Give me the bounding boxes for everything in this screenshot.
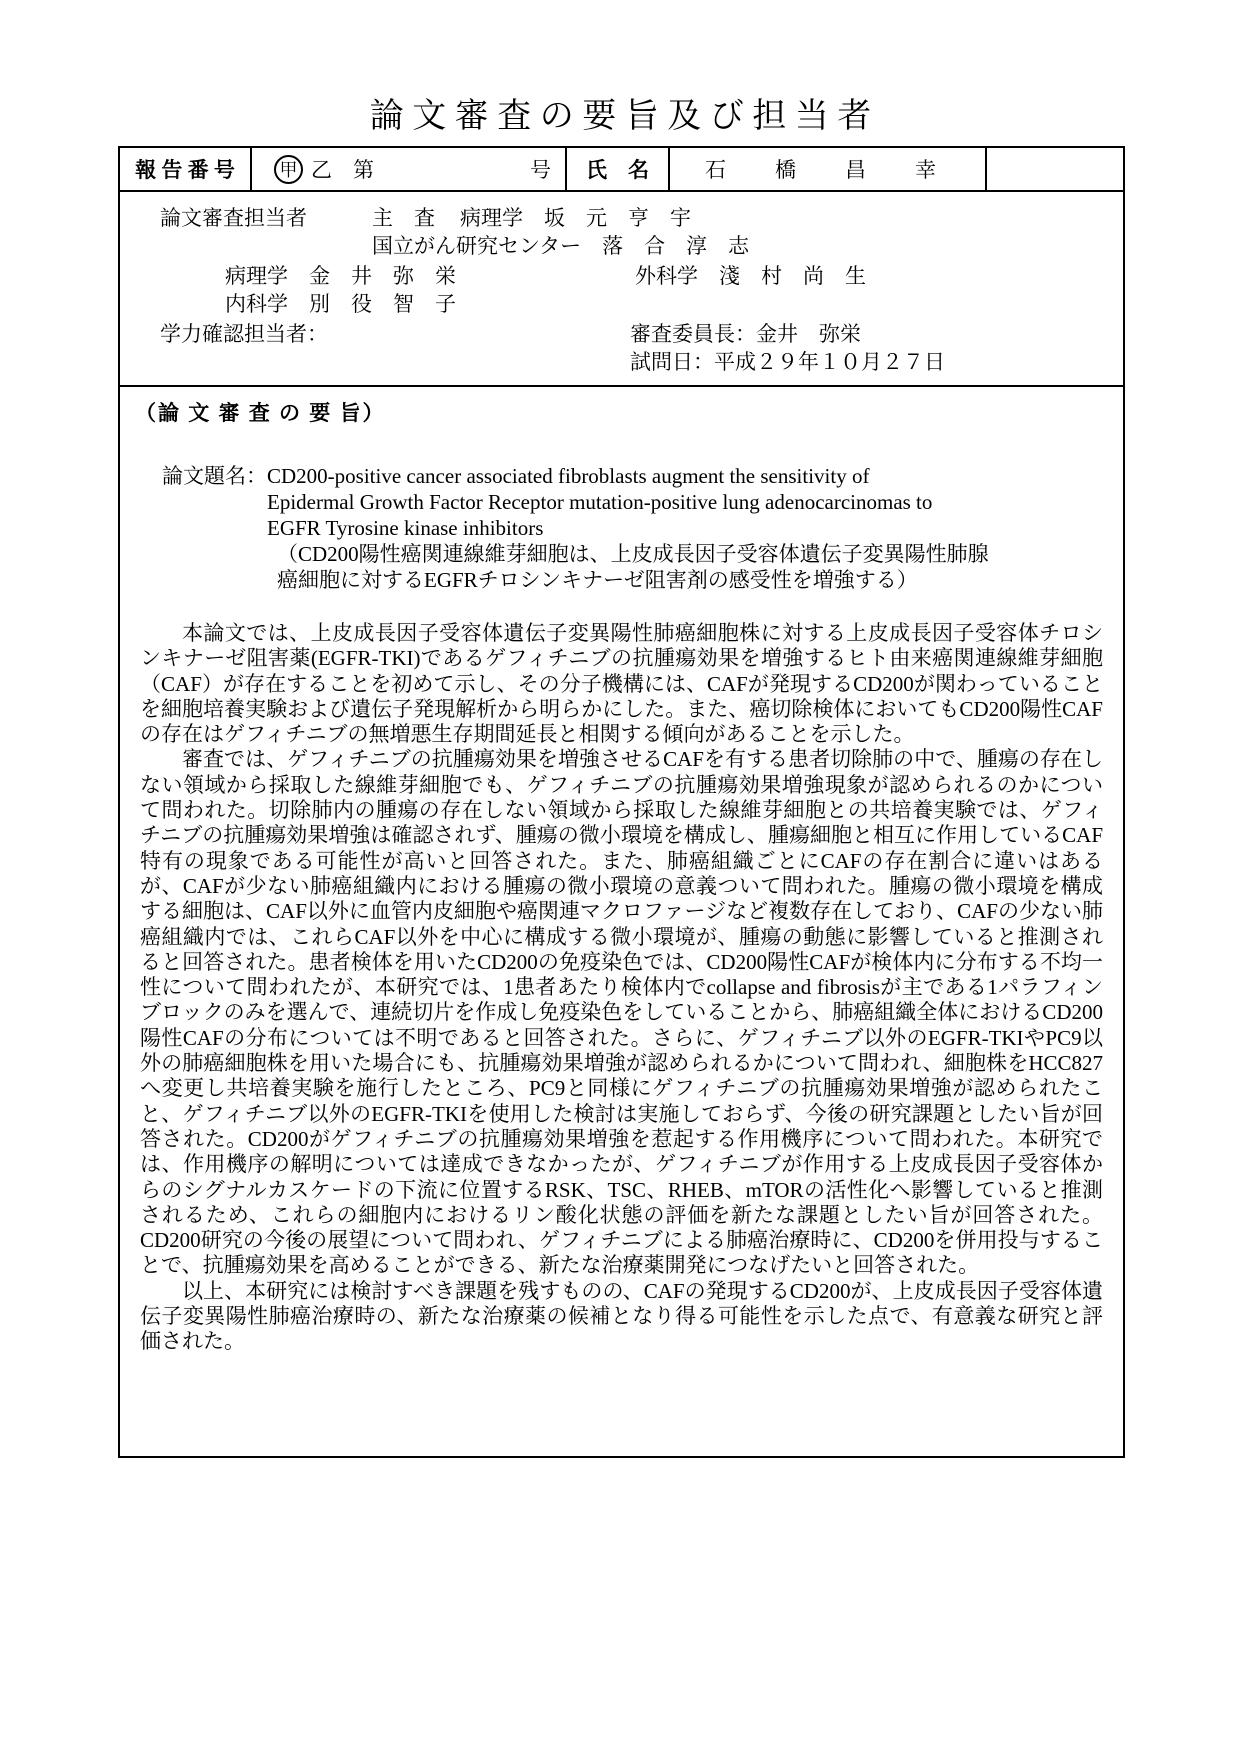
reviewers-label: 論文審査担当者 [160, 206, 307, 230]
report-header-row [120, 148, 1123, 192]
abstract-paragraph: 以上、本研究には検討すべき課題を残すものの、CAFの発現するCD200が、上皮成長因子受容体遺伝子変異陽性肺癌治療時の、新たな治療薬の候補となり得る可能性を示した点で、有意義な研究と評価された。 [140, 1278, 1103, 1354]
name-label: 氏 名 [567, 148, 670, 190]
thesis-title-label: 論文題名： [162, 464, 267, 488]
thesis-title-en-line: EGFR Tyrosine kinase inhibitors [267, 516, 544, 540]
abstract-paragraph: 審査では、ゲフィチニブの抗腫瘍効果を増強させるCAFを有する患者切除肺の中で、腫瘍の存在しない領域から採取した線維芽細胞でも、ゲフィチニブの抗腫瘍効果増強現象が認められるのかについて問われた。切除肺内の腫瘍の存在しない領域から採取した線維芽細胞との共培養実験では、ゲフィチニブの抗腫瘍効果増強は確認されず、腫瘍の微小環境を構成し、腫瘍細胞と相互に作用しているCAF特有の現象である可能性が高いと回答された。また、肺癌組織ごとにCAFの存在割合に違いはあるが、CAFが少ない肺癌組織内における腫瘍の微小環境の意義ついて問われた。腫瘍の微小環境を構成する細胞は、CAF以外に血管内皮細胞や癌関連マクロファージなど複数存在しており、CAFの少ない肺癌組織内では、これらCAF以外を中心に構成する微小環境が、腫瘍の動態に影響していると推測されると回答された。患者検体を用いたCD200の免疫染色では、CD200陽性CAFが検体内に分布する不均一性について問われたが、本研究では、1患者あたり検体内でcollapse and fibrosisが主である1パラフィンブロックのみを選んで、連続切片を作成し免疫染色をしていることから、肺癌組織全体におけるCD200陽性CAFの分布については不明であると回答された。さらに、ゲフィチニブ以外のEGFR-TKIやPC9以外の肺癌細胞株を用いた場合にも、抗腫瘍効果増強が認められるかについて問われ、細胞株をHCC827へ変更し共培養実験を施行したところ、PC9と同様にゲフィチニブの抗腫瘍効果増強が認められたこと、ゲフィチニブ以外のEGFR-TKIを使用した検討は実施しておらず、今後の研究課題としたい旨が回答された。CD200がゲフィチニブの抗腫瘍効果増強を惹起する作用機序について問われた。本研究では、作用機序の解明については達成できなかったが、ゲフィチニブが作用する上皮成長因子受容体からのシグナルカスケードの下流に位置するRSK、TSC、RHEB、mTORの活性化へ影響していると推測されるため、これらの細胞内におけるリン酸化状態の評価を新たな課題としたい旨が回答された。CD200研究の今後の展望について問われ、ゲフィチニブによる肺癌治療時に、CD200を併用投与することで、抗腫瘍効果を高めることができる、新たな治療薬開発につなげたいと回答された。 [140, 747, 1103, 1278]
thesis-title-ja-line: （CD200陽性癌関連線維芽細胞は、上皮成長因子受容体遺伝子変異陽性肺腺 [277, 542, 989, 566]
thesis-title-en-line: CD200-positive cancer associated fibroblasts augment the sensitivity of [267, 464, 870, 488]
committee-section [120, 192, 1123, 387]
abstract-section-title: （論 文 審 査 の 要 旨） [135, 401, 386, 425]
thesis-title-ja-line: 癌細胞に対するEGFRチロシンキナーゼ阻害剤の感受性を増強する） [277, 568, 918, 592]
abstract-body [140, 621, 1103, 1355]
name-value: 石 橋 昌 幸 [670, 148, 987, 190]
committee-chair: 審査委員長：金井 弥栄 [630, 322, 861, 346]
member-surgery: 外科学 淺 村 尚 生 [635, 264, 866, 288]
chief-examiner-name: 病理学 坂 元 亨 宇 [460, 206, 691, 230]
member-cancer-center: 国立がん研究センター 落 合 淳 志 [372, 234, 750, 258]
thesis-title-block [162, 463, 1103, 593]
exam-date: 試問日：平成２９年１０月２７日 [630, 350, 945, 374]
chief-examiner-label: 主 査 [372, 206, 435, 230]
member-internal-med: 内科学 別 役 智 子 [225, 292, 456, 316]
thesis-title-text [267, 463, 989, 593]
kou-circled-mark: 甲 [274, 155, 303, 184]
otsu-dai-label: 乙 第 [311, 158, 374, 182]
thesis-title-en-line: Epidermal Growth Factor Receptor mutation-positive lung adenocarcinomas to [267, 490, 933, 514]
document-border-box [118, 146, 1125, 1458]
header-empty-cell [987, 148, 1123, 190]
academic-check-label: 学力確認担当者： [160, 322, 328, 346]
abstract-paragraph: 本論文では、上皮成長因子受容体遺伝子変異陽性肺癌細胞株に対する上皮成長因子受容体チロシンキナーゼ阻害薬(EGFR-TKI)であるゲフィチニブの抗腫瘍効果を増強するヒト由来癌関連線維芽細胞（CAF）が存在することを初めて示し、その分子機構には、CAFが発現するCD200が関わっていることを細胞培養実験および遺伝子発現解析から明らかにした。また、癌切除検体においてもCD200陽性CAFの存在はゲフィチニブの無増悪生存期間延長と相関する傾向があることを示した。 [140, 621, 1103, 747]
gou-label: 号 [530, 158, 551, 182]
abstract-section [120, 387, 1123, 1355]
report-number-label: 報 告 番 号 [120, 148, 252, 190]
report-number-cell [252, 148, 567, 190]
page-title: 論 文 審 査 の 要 旨 及 び 担 当 者 [369, 98, 872, 135]
member-pathology: 病理学 金 井 弥 栄 [225, 264, 456, 288]
